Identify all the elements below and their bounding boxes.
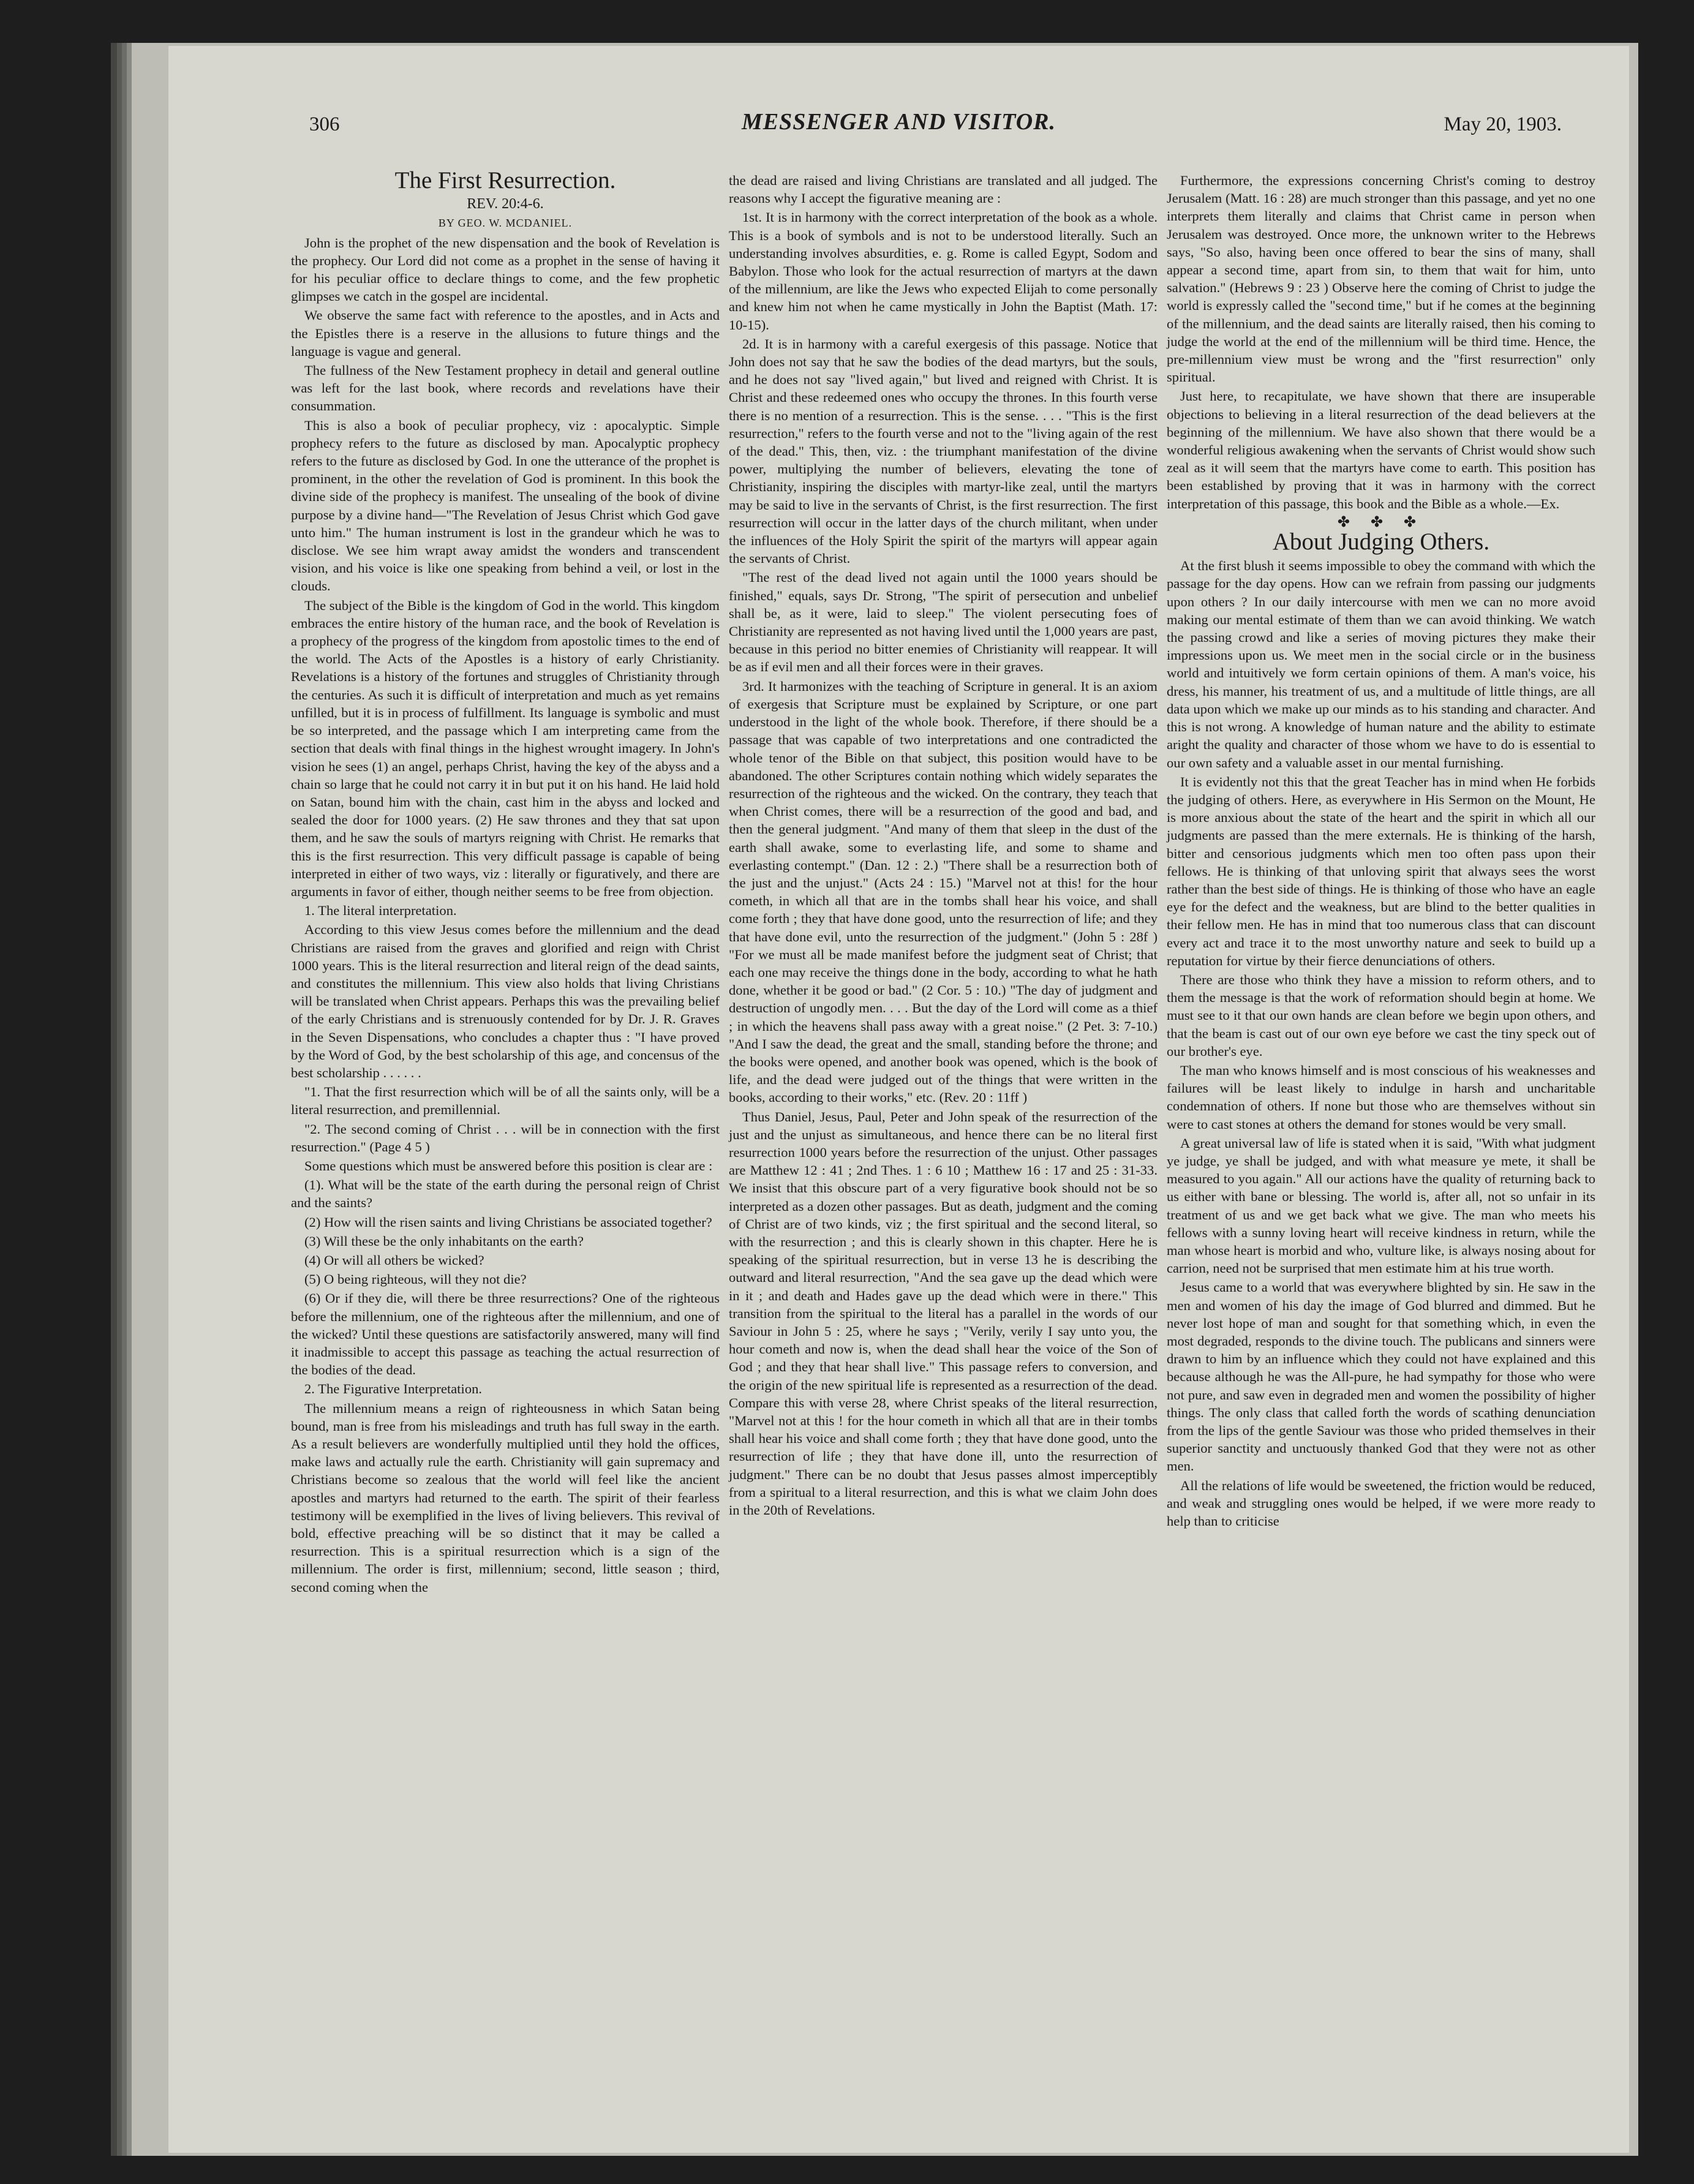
paragraph: The subject of the Bible is the kingdom of God in the world. This kingdom embraces the entire history of the human race, and the book of Revelation is a prophecy of the progress of the kingdom from apostolic times to the end of the world. The Acts of the Apostles is a history of early Christianity. Revelations is a history of the fortunes and struggles of Christianity through the centuries. As such it is difficult of interpretation and much as yet remains unfilled, but it is in process of fulfillment. Its language is symbolic and must be so interpreted, and the passage which I am interpreting came from the section that deals with final things in the highest wrought imagery. In John's vision he sees (1) an angel, perhaps Christ, having the key of the abyss and a chain so large that he could not carry it in but put it on his hand. He laid hold on Satan, bound him with the chain, cast him in the abyss and locked and sealed the door for 1000 years. (2) He saw thrones and they that sat upon them, and he saw the souls of martyrs reigning with Christ. He remarks that this is the first resurrection. This very difficult passage is capable of being interpreted in either of two ways, viz : literally or figuratively, and there are arguments in favor of either, though neither seems to be free from objection. xyxy=(291,597,720,899)
paragraph: The millennium means a reign of righteousness in which Satan being bound, man is free from his misleadings and truth has full sway in the earth. As a result believers are wonderfully multiplied until they hold the offices, make laws and actually rule the earth. Christianity will gain supremacy and Christians become so zealous that the world will feel like the ancient apostles and martyrs had returned to the earth. The spirit of their fearless testimony will be exemplified in the lives of living believers. This revival of bold, effective preaching will be so distinct that it may be called a resurrection. This is a spiritual resurrection which is a sign of the millennium. The order is first, millennium; second, little season ; third, second coming when the xyxy=(291,1400,720,1595)
section-heading: 2. The Figurative Interpretation. xyxy=(304,1381,483,1397)
masthead: MESSENGER AND VISITOR. xyxy=(741,109,1056,135)
paragraph: The man who knows himself and is most conscious of his weaknesses and failures will be least likely to indulge in harsh and uncharitable condemnation of others. If none but those who are themselves without sin were to cast stones at others the demand for stones would be very small. xyxy=(1167,1062,1595,1132)
article-title: About Judging Others. xyxy=(1272,529,1490,555)
article-title: The First Resurrection. xyxy=(394,167,616,194)
paragraph: It is evidently not this that the great Teacher has in mind when He forbids the judging of others. Here, as everywhere in His Sermon on the Mount, He is more anxious about the state of the heart and the spirit in which all our judgments are passed than the mere externals. He is thinking of the harsh, bitter and censorious judgments which men too often pass upon their fellows. He is thinking of that unloving spirit that always sees the worst rather than the best side of things. He is thinking of those who have an eagle eye for the defect and the weakness, but are blind to the better qualities in their fellow men. He has in mind that too numerous class that can discount every act and trace it to the most unworthy nature and seek to build up a reputation for virtue by their fierce denunciations of others. xyxy=(1167,774,1595,968)
question: (5) O being righteous, will they not die? xyxy=(304,1271,527,1287)
newspaper-page xyxy=(168,46,1629,2153)
paragraph: All the relations of life would be sweetened, the friction would be reduced, and weak and struggling ones would be helped, if we were more ready to help than to criticise xyxy=(1167,1477,1595,1529)
paragraph: This is also a book of peculiar prophecy, viz : apocalyptic. Simple prophecy refers to the future as disclosed by man. Apocalyptic prophecy refers to the future as disclosed by God. In one the utterance of the prophet is prominent, in the other the revelation of God is prominent. In this book the divine side of the prophecy is manifest. The unsealing of the book of divine purpose by a divine hand—"The Revelation of Jesus Christ which God gave unto him." The human instrument is lost in the grandeur which he was to disclose. We see him wrapt away amidst the wonders and transcendent vision, and his voice is like one speaking from behind a veil, or lost in the clouds. xyxy=(291,417,720,594)
column-1 xyxy=(291,167,720,1597)
scripture-reference: REV. 20:4-6. xyxy=(467,196,544,213)
paragraph: According to this view Jesus comes before the millennium and the dead Christians are raised from the graves and glorified and reign with Christ 1000 years. This is the literal resurrection and literal reign of the dead saints, and constitutes the millennium. This view also holds that living Christians will be translated when Christ appears. Perhaps this was the prevailing belief of the early Christians and is strenuously contended for by Dr. J. R. Graves in the Seven Dispensations, who concludes a chapter thus : "I have proved by the Word of God, by the best scholarship of this age, and concensus of the best scholarship . . . . . . xyxy=(291,922,720,1080)
ornament-divider: ✤ ✤ ✤ xyxy=(1337,514,1425,530)
paragraph: "1. That the first resurrection which will be of all the saints only, will be a literal resurrection, and premillennial. xyxy=(291,1084,720,1118)
column-2 xyxy=(729,171,1158,1520)
paragraph: 2d. It is in harmony with a careful exergesis of this passage. Notice that John does not say that he saw the bodies of the dead martyrs, but the souls, and he does not say "lived again," but lived and reigned with Christ. It is Christ and these redeemed ones who occupy the thrones. In this fourth verse there is no mention of a resurrection. This is the sense. . . . "This is the first resurrection," refers to the fourth verse and not to the "living again of the rest of the dead." This, then, viz. : the triumphant manifestation of the divine power, multiplying the number of believers, elevating the tone of Christianity, inspiring the disciples with martyr-like zeal, until the martyrs may be said to live in the servants of Christ, is the first resurrection. The first resurrection will occur in the latter days of the church militant, when under the influences of the Holy Spirit the spirit of the martyrs will appear again the servants of Christ. xyxy=(729,336,1158,567)
question: (1). What will be the state of the earth during the personal reign of Christ and the saints? xyxy=(291,1177,720,1211)
paragraph: Thus Daniel, Jesus, Paul, Peter and John speak of the resurrection of the just and the unjust as simultaneous, and hence there can be no literal first resurrection 1000 years before the resurrection of the unjust. Other passages are Matthew 12 : 41 ; 2nd Thes. 1 : 6 10 ; Matthew 16 : 17 and 25 : 31-33. We insist that this obscure part of a very figurative book should not be so interpreted as a dozen other passages. But as death, judgment and the coming of Christ are of two kinds, viz ; the first spiritual and the second literal, so with the resurrection ; and this is clearly shown in this chapter. Here he is speaking of the spiritual resurrection, but in verse 13 he is describing the outward and literal resurrection, "And the sea gave up the dead which were in it ; and death and Hades gave up the dead which were in there." This transition from the spiritual to the literal has a parallel in the words of our Saviour in John 5 : 25, where he says ; "Verily, verily I say unto you, the hour cometh and now is, when the dead shall hear the voice of the Son of God ; and they that hear shall live." This passage refers to conversion, and the origin of the new spiritual life is represented as a resurrection of the dead. Compare this with verse 28, where Christ speaks of the literal resurrection, "Marvel not at this ! for the hour cometh in which all that are in their tombs shall hear his voice and shall come forth ; they that have done good, unto the resurrection of life ; they that have done ill, unto the resurrection of judgment." There can be no doubt that Jesus passes almost imperceptibly from a spiritual to a literal resurrection, and this is what we claim John does in the 20th of Revelations. xyxy=(729,1109,1158,1518)
paragraph: We observe the same fact with reference to the apostles, and in Acts and the Epistles there is a reserve in the allusions to future things and the language is vague and general. xyxy=(291,307,720,359)
paragraph: "2. The second coming of Christ . . . will be in connection with the first resurrection." (Page 4 5 ) xyxy=(291,1121,720,1154)
paragraph: At the first blush it seems impossible to obey the command with which the passage for the day opens. How can we refrain from passing our judgments upon others ? In our daily intercourse with men we can no more avoid making our mental estimate of them than we can avoid thinking. We watch the passing crowd and like a series of moving pictures they make their impressions upon us. We meet men in the social circle or in the business world and intuitively we form certain opinions of them. A man's voice, his dress, his manner, his treatment of us, and a multitude of little things, are all data upon which we make up our minds as to his standing and character. And this is not wrong. A knowledge of human nature and the ability to estimate aright the quality and character of those whom we have to do is essential to our own safety and a valuable asset in our mental furnishing. xyxy=(1167,558,1595,770)
paragraph: 3rd. It harmonizes with the teaching of Scripture in general. It is an axiom of exergesis that Scripture must be explained by Scripture, or one part understood in the light of the whole book. Therefore, if there should be a passage that was capable of two interpretations and one contradicted the whole tenor of the Bible on that subject, this position would have to be abandoned. The other Scriptures contain nothing which widely separates the resurrection of the righteous and the wicked. On the contrary, they teach that when Christ comes, there will be a resurrection of the good and bad, and then the general judgment. "And many of them that sleep in the dust of the earth shall awake, some to everlasting life, and some to shame and everlasting contempt." (Dan. 12 : 2.) "There shall be a resurrection both of the just and the unjust." (Acts 24 : 15.) "Marvel not at this! for the hour cometh, in which all that are in the tombs shall hear his voice, and shall come forth ; they that have done good, unto the resurrection of life; and they that have done evil, unto the resurrection of the judgment." (John 5 : 28f ) "For we must all be made manifest before the judgment seat of Christ; that each one may receive the things done in the body, according to what he hath done, whether it be good or bad." (2 Cor. 5 : 10.) "The day of judgment and destruction of ungodly men. . . . But the day of the Lord will come as a thief ; in which the heavens shall pass away with a great noise." (2 Pet. 3: 7-10.) "And I saw the dead, the great and the small, standing before the throne; and the books were opened, and another book was opened, which is the book of life, and the dead were judged out of the things that were written in the books, according to their works," etc. (Rev. 20 : 11ff ) xyxy=(729,678,1158,1105)
question: (3) Will these be the only inhabitants on the earth? xyxy=(304,1233,584,1249)
paragraph: A great universal law of life is stated when it is said, "With what judgment ye judge, ye shall be judged, and with what measure ye mete, it shall be measured to you again." All our actions have the quality of returning back to us either with bane or blessing. The world is, after all, not so unfair in its treatment of us and we get back what we give. The man who meets his fellows with a sunny loving heart will receive kindness in return, while the man whose heart is morbid and who, vulture like, is always nosing about for carrion, need not be surprised that men estimate him at his true worth. xyxy=(1167,1135,1595,1276)
question: (4) Or will all others be wicked? xyxy=(304,1252,484,1268)
paragraph: Jesus came to a world that was everywhere blighted by sin. He saw in the men and women of his day the image of God blurred and dimmed. But he never lost hope of man and sought for that something which, in even the most degraded, responds to the divine touch. The publicans and sinners were drawn to him by an influence which they could not have explained and this because although he was the All-pure, he had sympathy for those who were not pure, and saw even in degraded men and women the possibility of higher things. The only class that called forth the words of scathing denunciation from the lips of the gentle Saviour was those who prided themselves in their superior sanctity and unctuously thanked God that they were not as other men. xyxy=(1167,1279,1595,1474)
paragraph: John is the prophet of the new dispensation and the book of Revelation is the prophecy. Our Lord did not come as a prophet in the sense of having it for his peculiar office to declare things to come, and the few prophetic glimpses we catch in the gospel are incidental. xyxy=(291,235,720,304)
question: (2) How will the risen saints and living Christians be associated together? xyxy=(304,1214,712,1230)
paragraph: 1st. It is in harmony with the correct interpretation of the book as a whole. This is a book of symbols and is not to be understood literally. Such an understanding involves absurdities, e. g. Rome is called Egypt, Sodom and Babylon. Those who look for the actual resurrection of martyrs at the dawn of the millennium, are like the Jews who expected Elijah to come personally and knew him not when he came mystically in John the Baptist (Math. 17: 10-15). xyxy=(729,209,1158,333)
page-number: 306 xyxy=(309,113,340,135)
question: (6) Or if they die, will there be three resurrections? One of the righteous before the millennium, one of the righteous after the millennium, and one of the wicked? Until these questions are satisfactorily answered, many will find it inadmissible to accept this passage as teaching the actual resurrection of the bodies of the dead. xyxy=(291,1290,720,1378)
page-header xyxy=(168,107,1629,150)
paragraph: Just here, to recapitulate, we have shown that there are insuperable objections to believing in a literal resurrection of the dead believers at the beginning of the millennium. We have also shown that there would be a wonderful religious awakening when the servants of Christ would show such zeal as it will seem that the martyrs have come to earth. This position has been established by proving that it was in harmony with the correct interpretation of this passage, this book and the Bible as a whole.—Ex. xyxy=(1167,388,1595,511)
paragraph: the dead are raised and living Christians are translated and all judged. The reasons why I accept the figurative meaning are : xyxy=(729,173,1158,206)
paragraph: The fullness of the New Testament prophecy in detail and general outline was left for the last book, where records and revelations have their consummation. xyxy=(291,363,720,414)
section-heading: 1. The literal interpretation. xyxy=(304,903,457,919)
paragraph: There are those who think they have a mission to reform others, and to them the message is that the work of reformation should begin at home. We must see to it that our own hands are clean before we begin upon others, and that the beam is cast out of our own eye before we cast the tiny speck out of our brother's eye. xyxy=(1167,971,1595,1059)
column-3 xyxy=(1167,171,1595,1531)
paragraph: Furthermore, the expressions concerning Christ's coming to destroy Jerusalem (Matt. 16 : 28) are much stronger than this passage, and yet no one interprets them literally and claims that Christ came in person when Jerusalem was destroyed. Once more, the unknown writer to the Hebrews says, "So also, having been once offered to bear the sins of many, shall appear a second time, apart from sin, to them that wait for him, unto salvation." (Hebrews 9 : 23 ) Observe here the coming of Christ to judge the world is expressly called the "second time," but if he comes at the beginning of the millennium, and the dead saints are literally raised, then his coming to judge the world at the end of the millennium will be third time. Hence, the pre-millennium view must be wrong and the "first resurrection" only spiritual. xyxy=(1167,173,1595,385)
paragraph: "The rest of the dead lived not again until the 1000 years should be finished," equals, says Dr. Strong, "The spirit of persecution and unbelief shall be, as it were, laid to sleep." The violent persecuting foes of Christianity are represented as not having lived until the 1,000 years are past, because in this period no bitter enemies of Christianity will reappear. It will be as if evil men and all their forces were in their graves. xyxy=(729,570,1158,675)
paragraph: Some questions which must be answered before this position is clear are : xyxy=(304,1158,713,1173)
issue-date: May 20, 1903. xyxy=(1444,113,1562,135)
byline: BY GEO. W. MCDANIEL. xyxy=(438,217,573,230)
